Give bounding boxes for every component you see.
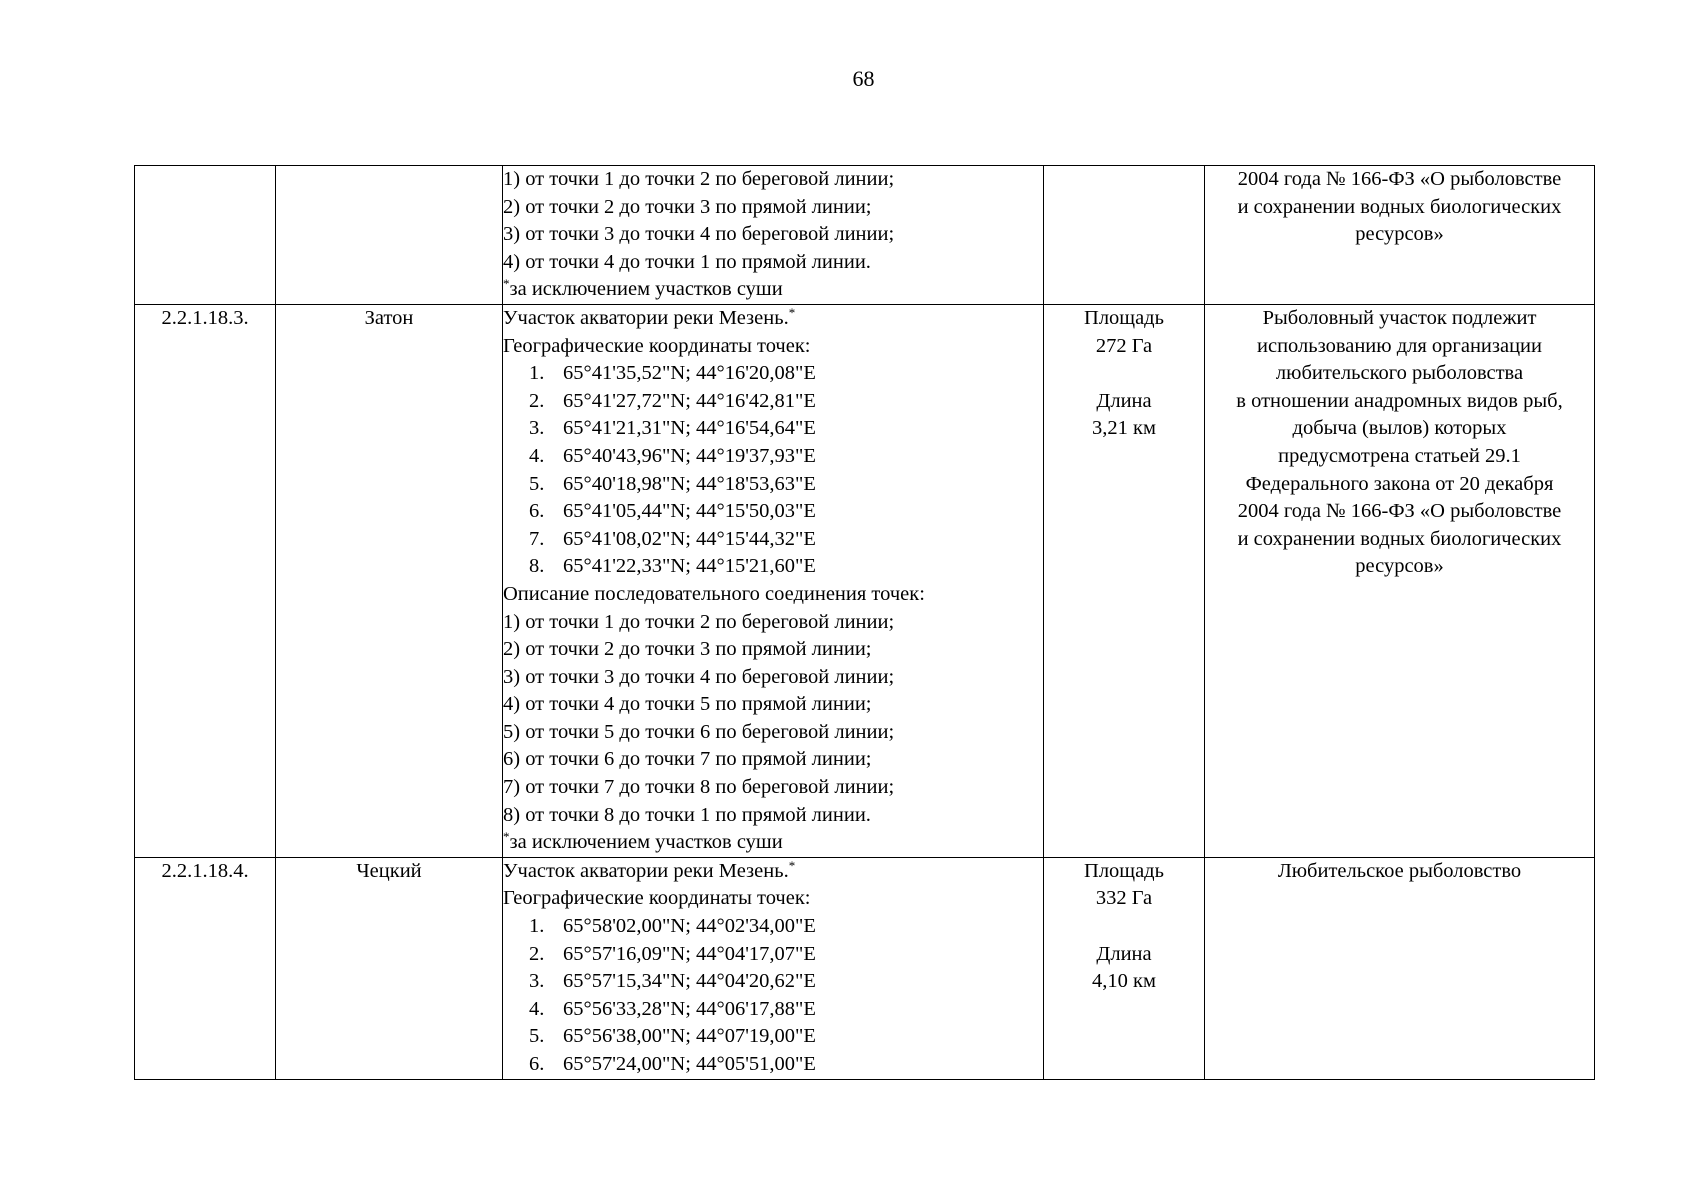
cell-number <box>135 166 276 305</box>
cell-size <box>1044 304 1205 857</box>
coordinate-item: 5. 65°40'18,98"N; 44°18'53,63"E <box>529 472 816 495</box>
cell-name: Чецкий <box>276 857 503 1079</box>
intro-line <box>503 858 1043 886</box>
coordinate-item: 4. 65°56'33,28"N; 44°06'17,88"E <box>529 997 816 1020</box>
length-label: Длина <box>1096 389 1152 412</box>
connection-line: 6) от точки 6 до точки 7 по прямой линии; <box>503 748 872 771</box>
coordinate-item: 2. 65°57'16,09"N; 44°04'17,07"E <box>529 942 816 965</box>
connection-line: 8) от точки 8 до точки 1 по прямой линии. <box>503 803 871 826</box>
connection-line: 2) от точки 2 до точки 3 по прямой линии; <box>503 195 872 218</box>
connection-line: 1) от точки 1 до точки 2 по береговой линии; <box>503 610 895 633</box>
cell-note <box>1205 857 1595 1079</box>
area-value: 272 Га <box>1095 334 1153 357</box>
note-line: использованию для организации <box>1257 334 1542 357</box>
footnote-marker: * <box>503 829 510 845</box>
cell-note <box>1205 304 1595 857</box>
intro-text: Участок акватории реки Мезень. <box>503 859 789 882</box>
coordinate-item: 1. 65°58'02,00"N; 44°02'34,00"E <box>529 915 816 938</box>
note-line: 2004 года № 166-ФЗ «О рыболовстве <box>1237 500 1562 523</box>
cell-note <box>1205 166 1595 305</box>
note-line: 2004 года № 166-ФЗ «О рыболовстве <box>1237 168 1562 190</box>
length-label: Длина <box>1096 942 1152 965</box>
cell-size <box>1044 857 1205 1079</box>
intro-text: Участок акватории реки Мезень. <box>503 306 789 329</box>
connection-line: 7) от точки 7 до точки 8 по береговой линии; <box>503 776 895 799</box>
length-value: 4,10 км <box>1092 970 1156 993</box>
footnote-marker: * <box>788 304 796 320</box>
footnote-text: за исключением участков суши <box>509 831 783 854</box>
cell-description <box>503 857 1044 1079</box>
footnote-text: за исключением участков суши <box>509 278 783 301</box>
coordinate-item: 3. 65°41'21,31"N; 44°16'54,64"E <box>529 417 816 440</box>
cell-name <box>276 166 503 305</box>
connection-line: 1) от точки 1 до точки 2 по береговой линии; <box>503 168 895 190</box>
cell-description <box>503 304 1044 857</box>
fishing-areas-table <box>134 165 1595 1080</box>
coordinate-item: 6. 65°57'24,00"N; 44°05'51,00"E <box>529 1053 816 1075</box>
table-row <box>135 166 1595 305</box>
area-value: 332 Га <box>1095 887 1153 910</box>
note-line: в отношении анадромных видов рыб, <box>1236 389 1563 412</box>
footnote-line <box>503 829 1043 857</box>
coordinate-item: 6. 65°41'05,44"N; 44°15'50,03"E <box>529 500 816 523</box>
note-line: Федерального закона от 20 декабря <box>1245 472 1554 495</box>
coordinate-item: 5. 65°56'38,00"N; 44°07'19,00"E <box>529 1025 816 1048</box>
cell-name: Затон <box>276 304 503 857</box>
table-row <box>135 304 1595 857</box>
footnote-line <box>503 276 1043 304</box>
note-line: предусмотрена статьей 29.1 <box>1278 444 1521 467</box>
coordinate-item: 7. 65°41'08,02"N; 44°15'44,32"E <box>529 527 816 550</box>
coordinate-item: 3. 65°57'15,34"N; 44°04'20,62"E <box>529 970 816 993</box>
coordinate-item: 8. 65°41'22,33"N; 44°15'21,60"E <box>529 555 816 578</box>
area-label: Площадь <box>1084 859 1164 882</box>
note-line: ресурсов» <box>1355 555 1444 578</box>
note-line: и сохранении водных биологических <box>1237 527 1562 550</box>
note-line: и сохранении водных биологических <box>1237 195 1562 218</box>
note-line: Любительское рыболовство <box>1277 859 1522 882</box>
cell-number: 2.2.1.18.3. <box>135 304 276 857</box>
note-line: добыча (вылов) которых <box>1292 417 1507 440</box>
footnote-marker: * <box>788 857 796 873</box>
connection-line: 4) от точки 4 до точки 5 по прямой линии; <box>503 693 872 716</box>
area-label: Площадь <box>1084 306 1164 329</box>
footnote-marker: * <box>503 276 510 292</box>
connection-line: 5) от точки 5 до точки 6 по береговой линии; <box>503 720 895 743</box>
note-line: Рыболовный участок подлежит <box>1262 306 1537 329</box>
connection-line: 4) от точки 4 до точки 1 по прямой линии. <box>503 250 871 273</box>
page-number: 68 <box>852 66 875 91</box>
coordinate-item: 4. 65°40'43,96"N; 44°19'37,93"E <box>529 444 816 467</box>
intro-line <box>503 305 1043 333</box>
coordinate-item: 2. 65°41'27,72"N; 44°16'42,81"E <box>529 389 816 412</box>
table-row <box>135 857 1595 1079</box>
coords-title: Географические координаты точек: <box>503 887 811 910</box>
connection-line: 2) от точки 2 до точки 3 по прямой линии; <box>503 638 872 661</box>
note-line: ресурсов» <box>1355 223 1444 246</box>
coordinate-item: 1. 65°41'35,52"N; 44°16'20,08"E <box>529 362 816 385</box>
connection-line: 3) от точки 3 до точки 4 по береговой линии; <box>503 665 895 688</box>
coords-title: Географические координаты точек: <box>503 334 811 357</box>
cell-description <box>503 166 1044 305</box>
connection-title: Описание последовательного соединения точек: <box>503 582 925 605</box>
connection-line: 3) от точки 3 до точки 4 по береговой линии; <box>503 223 895 246</box>
note-line: любительского рыболовства <box>1275 362 1524 385</box>
length-value: 3,21 км <box>1092 417 1156 440</box>
cell-size <box>1044 166 1205 305</box>
cell-number: 2.2.1.18.4. <box>135 857 276 1079</box>
